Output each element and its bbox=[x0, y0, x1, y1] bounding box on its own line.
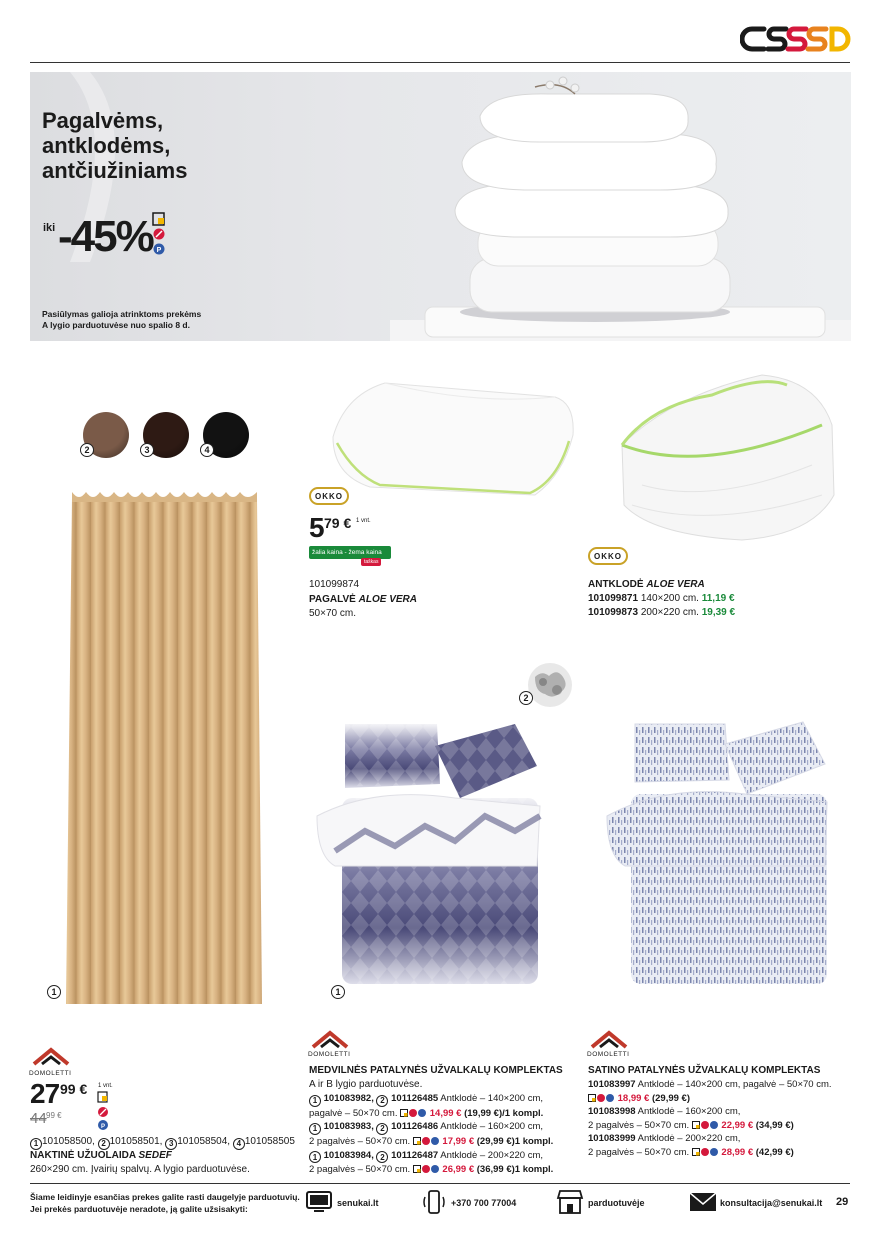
bedding2-price: 18,99 € bbox=[617, 1092, 650, 1104]
domoletti-label: DOMOLETTI bbox=[308, 1051, 351, 1058]
bedding1-desc: pagalvė – 50×70 cm. bbox=[309, 1107, 398, 1119]
duvet-code: 101099871 bbox=[588, 593, 639, 604]
curtain-price-int: 27 bbox=[30, 1078, 60, 1109]
bedding2-desc: 2 pagalvės – 50×70 cm. bbox=[588, 1146, 690, 1158]
bedding1-price: 26,99 € bbox=[442, 1164, 475, 1176]
pillow-image bbox=[325, 375, 580, 500]
domoletti-logo bbox=[588, 1029, 630, 1051]
top-rule bbox=[30, 62, 850, 63]
curtain-old-int: 44 bbox=[30, 1110, 47, 1127]
duvet-price: 11,19 € bbox=[701, 593, 735, 604]
no-discount-icon bbox=[701, 1121, 709, 1129]
bedding1-price: 14,99 € bbox=[429, 1107, 462, 1119]
store-a-icon bbox=[588, 1094, 596, 1102]
bedding2-code: 101083997 bbox=[588, 1079, 636, 1090]
p-icon bbox=[431, 1137, 439, 1145]
bedding2-old: (34,99 €) bbox=[753, 1119, 794, 1131]
p-icon bbox=[606, 1094, 614, 1102]
bedding2-rows bbox=[588, 1078, 832, 1159]
pillow-price-int: 5 bbox=[309, 512, 324, 543]
swatch-number: 3 bbox=[140, 443, 154, 457]
bedding2-code: 101083999 bbox=[588, 1133, 636, 1144]
code-number: 2 bbox=[98, 1138, 110, 1150]
pillow-name-text: PAGALVĖ bbox=[309, 594, 356, 605]
mail-icon bbox=[688, 1190, 718, 1214]
bedding1-row bbox=[309, 1163, 553, 1177]
curtain-code: 101058500, bbox=[42, 1136, 95, 1147]
phone-icon bbox=[420, 1188, 448, 1216]
hero-discount: -45% bbox=[58, 212, 153, 261]
bedding1-title: MEDVILNĖS PATALYNĖS UŽVALKALŲ KOMPLEKTAS bbox=[309, 1065, 563, 1076]
curtain-name-italic: SEDEF bbox=[138, 1150, 172, 1161]
code-number: 2 bbox=[376, 1095, 388, 1107]
bedding1-desc: Antklodė – 160×200 cm, bbox=[438, 1121, 543, 1133]
bedding1-marker: 1 bbox=[331, 985, 345, 999]
duvet-name-italic: ALOE VERA bbox=[646, 579, 705, 590]
curtain-image bbox=[62, 492, 267, 1010]
brand-logo bbox=[740, 22, 852, 56]
bedding1-old: (29,99 €)1 kompl. bbox=[474, 1136, 554, 1147]
pillow-price-dec: 79 € bbox=[324, 515, 352, 531]
bedding1-old: (36,99 €)1 kompl. bbox=[474, 1164, 554, 1176]
curtain-name bbox=[30, 1149, 172, 1162]
pillow-name bbox=[309, 593, 417, 606]
no-discount-icon bbox=[597, 1094, 605, 1102]
code-number: 1 bbox=[309, 1151, 321, 1163]
bedding2-row bbox=[588, 1105, 832, 1119]
curtain-unit: 1 vnt. bbox=[98, 1083, 113, 1089]
bedding1-code: 101083982, bbox=[323, 1093, 374, 1104]
hero-note: Pasiūlymas galioja atrinktoms prekėms A lygio parduotuvėse nuo spalio 8 d. bbox=[42, 309, 202, 330]
bedding1-code: 101126485 bbox=[391, 1093, 439, 1104]
bedding1-price: 17,99 € bbox=[442, 1136, 475, 1147]
bedding1-sub: A ir B lygio parduotuvėse. bbox=[309, 1079, 423, 1090]
store-a-icon bbox=[413, 1165, 421, 1173]
bedding1-desc: 2 pagalvės – 50×70 cm. bbox=[309, 1164, 411, 1176]
bedding2-row bbox=[588, 1119, 832, 1133]
curtain-desc: 260×290 cm. Įvairių spalvų. A lygio parduotuvėse. bbox=[30, 1164, 250, 1175]
swatch-number: 4 bbox=[200, 443, 214, 457]
p-icon bbox=[431, 1165, 439, 1173]
pillow-unit: 1 vnt. bbox=[356, 518, 371, 524]
duvet-size: 140×200 cm. bbox=[638, 593, 702, 604]
curtain-old-dec: 99 € bbox=[46, 1111, 62, 1120]
okko-logo: OKKO bbox=[309, 487, 349, 505]
duvet-image bbox=[612, 365, 842, 545]
curtain-code: 101058504, bbox=[177, 1136, 231, 1147]
bedding2-image bbox=[605, 716, 830, 988]
bedding1-code: 101083983, bbox=[323, 1121, 374, 1133]
code-number: 1 bbox=[309, 1095, 321, 1107]
bedding2-row bbox=[588, 1146, 832, 1160]
bedding1-row bbox=[309, 1107, 553, 1121]
tag-green: žalia kaina bbox=[312, 549, 343, 556]
curtain-codes bbox=[30, 1135, 295, 1150]
bedding1-row bbox=[309, 1149, 553, 1164]
bedding1-desc: Antklodė – 140×200 cm, bbox=[438, 1093, 543, 1104]
duvet-code: 101099873 bbox=[588, 607, 639, 618]
footer-phone[interactable]: +370 700 77004 bbox=[451, 1198, 517, 1208]
code-number: 3 bbox=[165, 1138, 177, 1150]
footer-note: Šiame leidinyje esančias prekes galite rasti daugelyje parduotuvių. Jei prekės parduotuvėje neradote, ją galite užsisakyti: bbox=[30, 1192, 300, 1214]
duvet-name bbox=[588, 578, 705, 591]
curtain-code: 101058501, bbox=[109, 1136, 163, 1147]
bedding1-old: (19,99 €)/1 kompl. bbox=[461, 1107, 544, 1119]
code-number: 4 bbox=[233, 1138, 245, 1150]
p-icon bbox=[710, 1121, 718, 1129]
bedding1-row bbox=[309, 1092, 553, 1107]
bedding2-row bbox=[588, 1132, 832, 1146]
domoletti-logo bbox=[309, 1029, 351, 1051]
footer-email[interactable]: konsultacija@senukai.lt bbox=[720, 1198, 823, 1208]
computer-icon bbox=[305, 1190, 335, 1214]
code-number: 2 bbox=[376, 1151, 388, 1163]
bedding2-desc: Antklodė – 160×200 cm, bbox=[635, 1106, 741, 1117]
bedding1-image bbox=[315, 716, 547, 988]
store-level-icons bbox=[97, 1091, 109, 1133]
store-icon bbox=[555, 1188, 585, 1216]
curtain-name-text: NAKTINĖ UŽUOLAIDA bbox=[30, 1150, 136, 1161]
footer-web[interactable]: senukai.lt bbox=[337, 1198, 379, 1208]
curtain-code: 101058505 bbox=[244, 1136, 295, 1147]
curtain-price-dec: 99 € bbox=[60, 1081, 88, 1097]
bedding1-desc: Antklodė – 200×220 cm, bbox=[438, 1149, 543, 1161]
duvet-size: 200×220 cm. bbox=[638, 607, 702, 618]
pillow-size: 50×70 cm. bbox=[309, 608, 356, 619]
pillow-name-italic: ALOE VERA bbox=[358, 594, 417, 605]
bedding1-row bbox=[309, 1135, 553, 1149]
hero-banner bbox=[30, 72, 851, 341]
p-icon bbox=[710, 1148, 718, 1156]
no-discount-icon bbox=[422, 1137, 430, 1145]
bedding2-desc: Antklodė – 140×200 cm, pagalvė – 50×70 cm. bbox=[635, 1079, 832, 1090]
bedding2-row bbox=[588, 1092, 832, 1106]
svg-text:P: P bbox=[156, 247, 162, 254]
page-number: 29 bbox=[836, 1196, 849, 1208]
code-number: 2 bbox=[376, 1123, 388, 1135]
swatch-number: 2 bbox=[80, 443, 94, 457]
bedding2-price: 22,99 € bbox=[721, 1119, 754, 1131]
bedding2-desc: 2 pagalvės – 50×70 cm. bbox=[588, 1119, 690, 1131]
pattern-swatch bbox=[527, 662, 573, 708]
no-discount-icon bbox=[701, 1148, 709, 1156]
domoletti-label: DOMOLETTI bbox=[29, 1070, 72, 1077]
bedding1-rows bbox=[309, 1092, 553, 1177]
bedding1-code: 101126486 bbox=[391, 1121, 439, 1133]
bedding2-row bbox=[588, 1078, 832, 1092]
p-icon bbox=[418, 1109, 426, 1117]
bedding2-old: (29,99 €) bbox=[649, 1092, 691, 1104]
tag-sub: taškas bbox=[361, 558, 381, 566]
okko-logo: OKKO bbox=[588, 547, 628, 565]
no-discount-icon bbox=[409, 1109, 417, 1117]
hero-iki: iki bbox=[43, 222, 56, 234]
duvet-price: 19,39 € bbox=[701, 607, 736, 618]
bedding2-marker: 2 bbox=[519, 691, 533, 705]
code-number: 1 bbox=[30, 1138, 42, 1150]
duvet-line bbox=[588, 606, 735, 619]
footer-store: parduotuvėje bbox=[588, 1198, 645, 1208]
bottom-rule bbox=[30, 1183, 850, 1184]
bedding1-row bbox=[309, 1120, 553, 1135]
duvet-name-text: ANTKLODĖ bbox=[588, 579, 644, 590]
bedding2-title: SATINO PATALYNĖS UŽVALKALŲ KOMPLEKTAS bbox=[588, 1065, 821, 1076]
tag-sep: - bbox=[342, 549, 349, 556]
curtain-marker: 1 bbox=[47, 985, 61, 999]
store-a-icon bbox=[400, 1109, 408, 1117]
store-a-icon bbox=[692, 1121, 700, 1129]
bedding1-desc: 2 pagalvės – 50×70 cm. bbox=[309, 1136, 411, 1147]
domoletti-label: DOMOLETTI bbox=[587, 1051, 630, 1058]
duvet-line bbox=[588, 592, 735, 605]
bedding2-desc: Antklodė – 200×220 cm, bbox=[635, 1133, 741, 1144]
bedding2-code: 101083998 bbox=[588, 1106, 636, 1117]
svg-text:P: P bbox=[100, 1124, 106, 1130]
bedding1-code: 101126487 bbox=[391, 1149, 439, 1161]
code-number: 1 bbox=[309, 1123, 321, 1135]
bedding2-old: (42,99 €) bbox=[753, 1146, 794, 1158]
store-level-icons bbox=[152, 212, 166, 258]
tag-low: žema kaina bbox=[348, 549, 382, 556]
store-a-icon bbox=[413, 1137, 421, 1145]
bedding2-price: 28,99 € bbox=[721, 1146, 754, 1158]
bedding1-code: 101083984, bbox=[323, 1149, 374, 1161]
hero-title: Pagalvėms, antklodėms, antčiužiniams bbox=[42, 108, 188, 183]
store-a-icon bbox=[692, 1148, 700, 1156]
pillow-code: 101099874 bbox=[309, 579, 360, 590]
no-discount-icon bbox=[422, 1165, 430, 1173]
